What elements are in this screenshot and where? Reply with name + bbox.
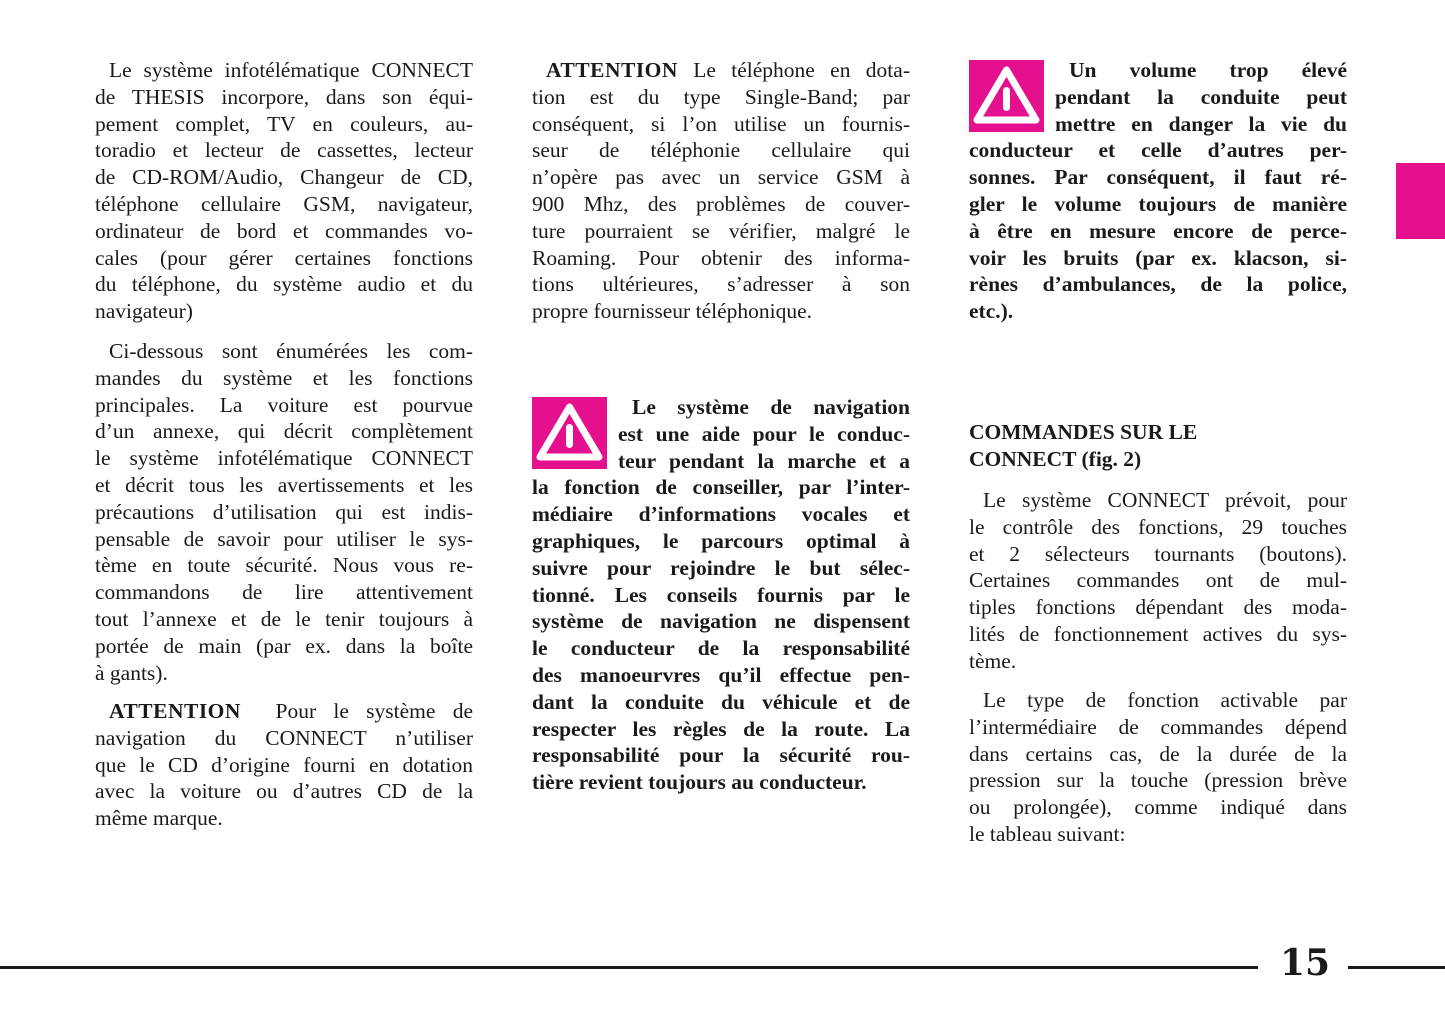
text-line <box>532 137 910 164</box>
text-line <box>95 472 473 499</box>
text-line <box>95 606 473 633</box>
text-line <box>95 298 473 325</box>
line-text: portée de main (par ex. dans la boîte <box>95 633 473 658</box>
line-text: mandes du système et les fonctions <box>95 365 473 390</box>
text-line <box>969 446 1347 473</box>
line-text: et décrit tous les avertissements et les <box>95 472 473 497</box>
line-text: Ci-dessous sont énumérées les com- <box>109 339 473 363</box>
text-line <box>532 689 910 716</box>
line-text: est une aide pour le conduc- <box>618 421 910 446</box>
text-line <box>532 742 910 769</box>
line-text: système de navigation ne dispensent <box>532 609 910 634</box>
text-line <box>969 767 1347 794</box>
text-line <box>95 164 473 191</box>
line-text: voir les bruits (par ex. klacson, si- <box>969 245 1347 270</box>
line-text: Pour le système de <box>240 699 473 723</box>
text-line <box>95 552 473 579</box>
line-text: cales (pour gérer certaines fonctions <box>95 245 473 270</box>
volume-warning <box>969 57 1347 325</box>
text-line <box>969 714 1347 741</box>
line-text: Roaming. Pour obtenir des informa- <box>532 245 910 270</box>
text-line <box>532 635 910 662</box>
line-text: la fonction de conseiller, par l’inter- <box>532 475 910 500</box>
text-line <box>969 594 1347 621</box>
line-text: médiaire d’informations vocales et <box>532 502 910 527</box>
line-text: navigation du CONNECT n’utiliser <box>95 725 473 750</box>
text-line <box>969 298 1347 325</box>
line-text: que le CD d’origine fourni en dotation <box>95 752 473 777</box>
line-text: précautions d’utilisation qui est indis- <box>95 499 473 524</box>
line-text: téléphone cellulaire GSM, navigateur, <box>95 191 473 216</box>
text-line <box>95 191 473 218</box>
text-line <box>95 752 473 779</box>
line-text: le tableau suivant: <box>969 821 1126 846</box>
text-line <box>969 541 1347 568</box>
line-text: COMMANDES SUR LE <box>969 420 1198 444</box>
section-tab-marker <box>1396 163 1445 239</box>
line-text: le système infotélématique CONNECT <box>95 446 473 471</box>
line-text: avec la voiture ou d’autres CD de la <box>95 779 473 804</box>
text-line <box>532 57 910 84</box>
text-line <box>969 621 1347 648</box>
text-line <box>95 57 473 84</box>
text-line <box>532 298 910 325</box>
text-line <box>95 579 473 606</box>
line-text: tionné. Les conseils fournis par le <box>532 582 910 607</box>
line-text: ou prolongée), comme indiqué dans <box>969 795 1347 820</box>
line-text: conducteur et celle d’autres per- <box>969 138 1347 163</box>
line-text: de CD-ROM/Audio, Changeur de CD, <box>95 165 473 190</box>
line-text: respecter les règles de la route. La <box>532 716 910 741</box>
text-line <box>95 271 473 298</box>
line-text: le conducteur de la responsabilité <box>532 636 910 661</box>
text-line <box>532 716 910 743</box>
page-number: 15 <box>1280 942 1331 984</box>
line-text: gler le volume toujours de manière <box>969 191 1347 216</box>
line-text: Le type de fonction activable par <box>983 688 1347 712</box>
line-text: à être en mesure encore de perce- <box>969 218 1347 243</box>
line-text: toradio et lecteur de cassettes, lecteur <box>95 138 473 163</box>
text-line <box>95 778 473 805</box>
intro-paragraph <box>95 57 473 325</box>
line-text: et 2 sélecteurs tournants (boutons). <box>969 541 1347 566</box>
text-line <box>969 245 1347 272</box>
text-line <box>95 725 473 752</box>
line-text: ture pourraient se vérifier, malgré le <box>532 218 910 243</box>
text-line <box>95 445 473 472</box>
line-text: pression sur la touche (pression brève <box>969 768 1347 793</box>
line-text: pensable de savoir pour utiliser le sys- <box>95 526 473 551</box>
line-text: mettre en danger la vie du <box>1055 111 1347 136</box>
text-line <box>969 567 1347 594</box>
line-text: navigateur) <box>95 299 193 324</box>
line-text: dans certains cas, de la durée de la <box>969 741 1347 766</box>
attention-label: ATTENTION <box>109 699 241 723</box>
text-line <box>95 392 473 419</box>
line-text: n’opère pas avec un service GSM à <box>532 165 910 190</box>
text-line <box>532 501 910 528</box>
text-line <box>969 218 1347 245</box>
line-text: conséquent, si l’on utilise un fournis- <box>532 111 910 136</box>
text-line <box>532 245 910 272</box>
text-line <box>532 111 910 138</box>
text-line <box>95 365 473 392</box>
text-line <box>969 741 1347 768</box>
text-line <box>969 794 1347 821</box>
line-text: même marque. <box>95 806 223 831</box>
text-line <box>969 514 1347 541</box>
text-line <box>532 191 910 218</box>
text-line <box>95 660 473 687</box>
text-line <box>95 633 473 660</box>
line-text: commandons de lire attentivement <box>95 580 473 605</box>
line-text: tiples fonctions dépendant des moda- <box>969 595 1347 620</box>
warning-triangle-icon <box>532 397 607 469</box>
text-line <box>95 805 473 832</box>
line-text: tions ultérieures, s’adresser à son <box>532 272 910 297</box>
text-line <box>969 271 1347 298</box>
commands-overview-paragraph <box>95 338 473 686</box>
line-text: graphiques, le parcours optimal à <box>532 528 910 553</box>
line-text: d’un annexe, qui décrit complètement <box>95 419 473 444</box>
line-text: pement complet, TV en couleurs, au- <box>95 111 473 136</box>
warning-triangle-icon <box>969 60 1044 132</box>
text-line <box>95 137 473 164</box>
line-text: l’intermédiaire de commandes dépend <box>969 714 1347 739</box>
function-type-paragraph <box>969 687 1347 848</box>
line-text: à gants). <box>95 660 168 685</box>
navigation-warning <box>532 394 910 796</box>
line-text: des manoeurvres qu’il effectue pen- <box>532 662 910 687</box>
text-line <box>95 418 473 445</box>
text-line <box>532 555 910 582</box>
text-line <box>95 84 473 111</box>
line-text: Un volume trop élevé <box>1069 58 1347 82</box>
line-text: tion est du type Single-Band; par <box>532 84 910 109</box>
phone-attention-paragraph <box>532 57 910 325</box>
text-line <box>95 338 473 365</box>
line-text: rènes d’ambulances, de la police, <box>969 272 1347 297</box>
text-line <box>532 84 910 111</box>
text-line <box>532 528 910 555</box>
line-text: tème en toute sécurité. Nous vous re- <box>95 553 473 578</box>
text-line <box>532 608 910 635</box>
line-text: du téléphone, du système audio et du <box>95 272 473 297</box>
text-line <box>969 821 1347 848</box>
line-text: Le téléphone en dota- <box>677 58 910 82</box>
line-text: seur de téléphonie cellulaire qui <box>532 138 910 163</box>
line-text: Certaines commandes ont de mul- <box>969 568 1347 593</box>
line-text: CONNECT (fig. 2) <box>969 446 1142 471</box>
line-text: responsabilité pour la sécurité rou- <box>532 743 910 768</box>
section-heading <box>969 419 1347 473</box>
text-line <box>969 687 1347 714</box>
text-line <box>532 271 910 298</box>
line-text: sonnes. Par conséquent, il faut ré- <box>969 165 1347 190</box>
text-line <box>95 499 473 526</box>
line-text: propre fournisseur téléphonique. <box>532 299 813 324</box>
text-line <box>95 698 473 725</box>
line-text: suivre pour rejoindre le but sélec- <box>532 555 910 580</box>
text-line <box>969 419 1347 446</box>
line-text: lités de fonctionnement actives du sys- <box>969 621 1347 646</box>
attention-label: ATTENTION <box>546 58 678 82</box>
text-line <box>95 526 473 553</box>
text-line <box>969 648 1347 675</box>
text-line <box>95 218 473 245</box>
line-text: principales. La voiture est pourvue <box>95 392 473 417</box>
text-line <box>532 769 910 796</box>
footer-rule-left <box>0 966 1258 969</box>
line-text: teur pendant la marche et a <box>618 448 910 473</box>
connect-controls-paragraph <box>969 487 1347 675</box>
line-text: Le système de navigation <box>632 395 910 419</box>
text-line <box>969 137 1347 164</box>
text-line <box>95 245 473 272</box>
text-line <box>969 191 1347 218</box>
cd-attention-paragraph <box>95 698 473 832</box>
line-text: tout l’annexe et de le tenir toujours à <box>95 606 473 631</box>
text-line <box>532 582 910 609</box>
line-text: Le système CONNECT prévoit, pour <box>983 488 1347 512</box>
line-text: dant la conduite du véhicule et de <box>532 689 910 714</box>
text-line <box>969 487 1347 514</box>
line-text: etc.). <box>969 299 1014 324</box>
text-line <box>532 662 910 689</box>
line-text: pendant la conduite peut <box>1055 84 1347 109</box>
line-text: de THESIS incorpore, dans son équi- <box>95 84 473 109</box>
line-text: le contrôle des fonctions, 29 touches <box>969 514 1347 539</box>
text-line <box>532 218 910 245</box>
line-text: tème. <box>969 648 1017 673</box>
text-line <box>969 164 1347 191</box>
line-text: tière revient toujours au conducteur. <box>532 770 867 795</box>
footer-rule-right <box>1348 966 1445 969</box>
text-line <box>532 474 910 501</box>
line-text: Le système infotélématique CONNECT <box>109 58 473 82</box>
line-text: ordinateur de bord et commandes vo- <box>95 218 473 243</box>
text-line <box>532 164 910 191</box>
line-text: 900 Mhz, des problèmes de couver- <box>532 191 910 216</box>
text-line <box>95 111 473 138</box>
